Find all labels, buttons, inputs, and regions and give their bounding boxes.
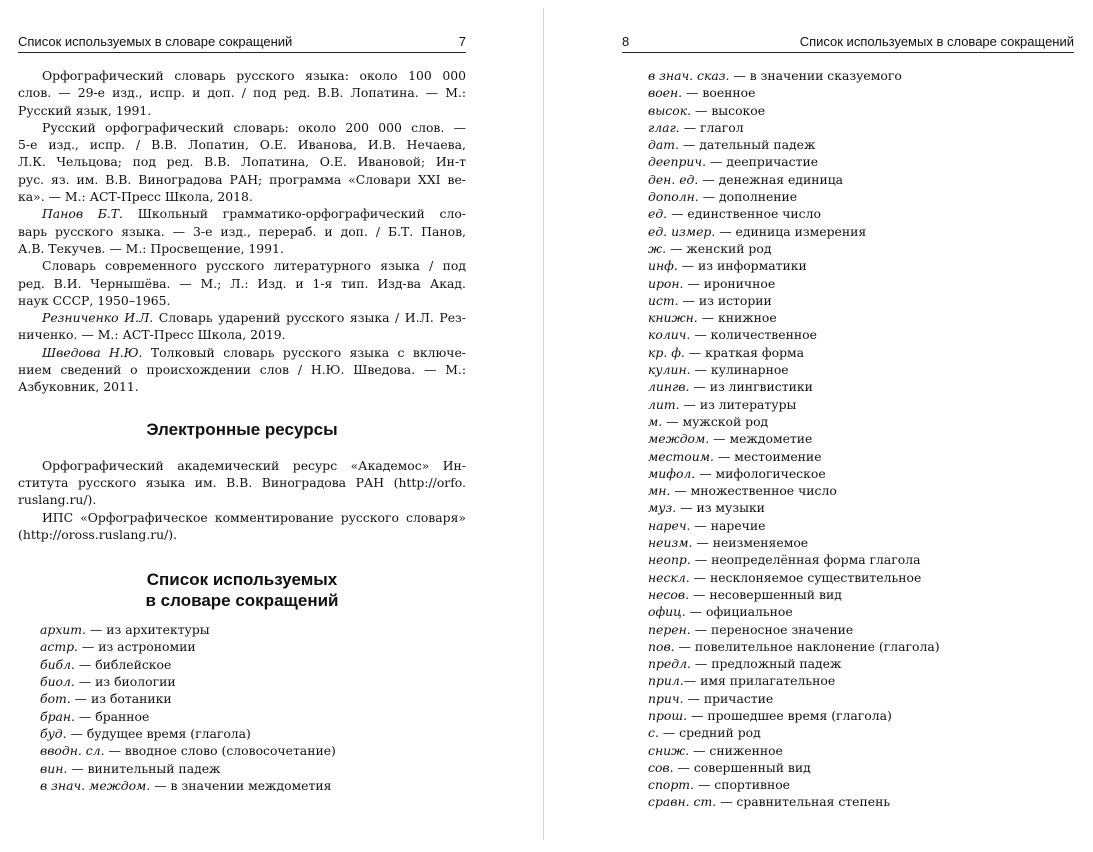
abbreviation: астр.: [40, 639, 78, 655]
abbreviation-item: [40, 760, 466, 777]
abbreviation: перен.: [648, 621, 691, 637]
text-line: ниченко. — М.: АСТ-Пресс Школа, 2019.: [18, 327, 286, 343]
abbreviation: колич.: [648, 327, 691, 343]
abbreviation: прич.: [648, 690, 684, 706]
abbreviation: воен.: [648, 85, 683, 101]
abbreviations-heading: [18, 569, 466, 611]
resources-list: [18, 457, 466, 543]
abbreviation-meaning: — из астрономии: [77, 639, 196, 655]
abbreviation: офиц.: [648, 604, 686, 620]
abbreviation: бран.: [40, 708, 75, 724]
abbreviation-meaning: — из музыки: [676, 500, 765, 516]
abbreviation: ист.: [648, 292, 679, 308]
text-line: (http://oross.ruslang.ru/).: [18, 526, 178, 542]
abbreviation-item: [40, 673, 466, 690]
text-line: А.В. Текучев. — М.: Просвещение, 1991.: [18, 240, 284, 256]
abbreviation-item: [40, 725, 466, 742]
abbreviation-meaning: — переносное значение: [690, 621, 854, 637]
abbreviation-list-right: [622, 67, 1074, 811]
abbreviation: мифол.: [648, 465, 696, 481]
abbreviation: библ.: [40, 656, 75, 672]
bibliography-entry: [18, 119, 466, 205]
abbreviation: прош.: [648, 707, 688, 723]
abbreviation-item: [648, 517, 1074, 534]
resource-entry: [18, 509, 466, 544]
running-title: Список используемых в словаре сокращений: [799, 34, 1074, 49]
text-line: [18, 309, 466, 326]
abbreviation: спорт.: [648, 777, 694, 793]
abbreviation-item: [648, 413, 1074, 430]
abbreviation: биол.: [40, 674, 75, 690]
text-line: Азбуковник, 2011.: [18, 379, 139, 395]
abbreviation-item: [648, 67, 1074, 84]
abbreviation: междом.: [648, 431, 710, 447]
abbreviation-item: [648, 188, 1074, 205]
abbreviation-meaning: — из лингвистики: [689, 379, 813, 395]
abbreviation: несов.: [648, 586, 690, 602]
abbreviation-item: [40, 621, 466, 638]
abbreviation-meaning: — дательный падеж: [678, 137, 816, 153]
resources-heading: Электронные ресурсы: [146, 419, 338, 439]
abbreviation-meaning: — из истории: [678, 292, 772, 308]
abbreviation-item: [648, 119, 1074, 136]
abbreviation-item: [648, 603, 1074, 620]
abbreviation-meaning: — вводное слово (словосочетание): [104, 743, 336, 759]
abbreviation: дееприч.: [648, 154, 707, 170]
abbreviation: сравн. ст.: [648, 794, 717, 810]
abbreviation-item: [648, 724, 1074, 741]
bibliography-entry: [18, 309, 466, 344]
abbreviation-item: [648, 396, 1074, 413]
abbreviation: сниж.: [648, 742, 690, 758]
text-line: варь русского языка. — 3-е изд., перераб. и доп. / Б.Т. Панов,: [18, 223, 466, 239]
abbreviation-meaning: — средний род: [658, 725, 761, 741]
bibliography-entry: [18, 67, 466, 119]
abbreviation: буд.: [40, 725, 67, 741]
abbreviation-meaning: — винительный падеж: [67, 760, 221, 776]
abbreviation-meaning: — в значении сказуемого: [729, 68, 902, 83]
abbreviation-item: [648, 534, 1074, 551]
abbreviation-meaning: — из биологии: [74, 674, 176, 690]
abbreviation: вводн. сл.: [40, 743, 105, 759]
text-line: 5-е изд., испр. / В.В. Лопатин, О.Е. Иванова, И.В. Нечаева,: [18, 137, 466, 153]
right-page: [622, 0, 1074, 852]
abbreviation-meaning: — несовершенный вид: [689, 586, 842, 602]
abbreviation-item: [648, 361, 1074, 378]
right-page-content: [622, 67, 1074, 811]
abbreviation-meaning: — несклоняемое существительное: [689, 569, 922, 585]
abbreviation-meaning: — имя прилагательное: [683, 673, 836, 689]
abbreviation-item: [648, 223, 1074, 240]
page-number: 7: [458, 34, 466, 49]
abbreviation-item: [648, 171, 1074, 188]
abbreviation-meaning: — предложный падеж: [690, 656, 842, 672]
text-line: Орфографический словарь русского языка: около 100 000: [42, 68, 466, 83]
abbreviation: в знач. междом.: [40, 777, 151, 793]
abbreviation-meaning: — из архитектуры: [85, 622, 210, 638]
abbreviation-item: [648, 499, 1074, 516]
entry-author: Панов Б.Т.: [42, 206, 123, 222]
abbreviation: неопр.: [648, 552, 691, 568]
abbreviation-meaning: — дополнение: [698, 189, 798, 205]
abbreviation-item: [648, 275, 1074, 292]
text-line: Л.К. Чельцова; под ред. В.В. Лопатина, О.Е. Ивановой; Ин-т: [18, 154, 466, 170]
abbreviation: архит.: [40, 622, 86, 638]
abbreviation-meaning: — совершенный вид: [673, 759, 811, 775]
abbreviation-meaning: — глагол: [679, 119, 744, 135]
abbreviation: неизм.: [648, 535, 693, 551]
abbreviation-item: [40, 742, 466, 759]
abbreviation-meaning: — в значении междометия: [150, 777, 332, 793]
text-line: нием сведений о происхождении слов / Н.Ю. Шведова. — М.:: [18, 362, 466, 378]
abbreviation-item: [648, 793, 1074, 810]
bibliography-entry: [18, 344, 466, 396]
abbreviation-item: [648, 672, 1074, 689]
text-line: Орфографический академический ресурс «Академос» Ин-: [42, 457, 466, 473]
text-line: ка». — М.: АСТ-Пресс Школа, 2018.: [18, 189, 253, 205]
abbreviation: нареч.: [648, 517, 691, 533]
abbreviation-meaning: — причастие: [683, 690, 774, 706]
abbreviation-item: [648, 655, 1074, 672]
abbreviation: муз.: [648, 500, 677, 516]
abbreviation-item: [648, 776, 1074, 793]
abbreviation-meaning: — мужской род: [662, 413, 769, 429]
abbreviation-item: [648, 569, 1074, 586]
abbreviation: с.: [648, 725, 659, 741]
abbreviation-item: [648, 292, 1074, 309]
abbreviation: дат.: [648, 137, 679, 153]
page-header: [622, 34, 1074, 53]
abbreviation: в знач. сказ.: [648, 68, 730, 83]
abbreviation-meaning: — наречие: [690, 517, 766, 533]
abbreviation-item: [648, 448, 1074, 465]
abbreviation: ед.: [648, 206, 668, 222]
page-gutter: [543, 8, 544, 840]
abbreviation: местоим.: [648, 448, 714, 464]
abbreviation: мн.: [648, 483, 671, 499]
abbreviation-item: [648, 638, 1074, 655]
abbreviation: нескл.: [648, 569, 690, 585]
abbreviation-item: [648, 257, 1074, 274]
abbreviation-item: [648, 482, 1074, 499]
abbreviation-meaning: — мифологическое: [695, 465, 826, 481]
page-number: 8: [622, 34, 630, 49]
abbreviation: высок.: [648, 102, 692, 118]
abbreviation: пов.: [648, 638, 675, 654]
abbreviations-heading-line2: в словаре сокращений: [145, 591, 339, 611]
abbreviation-item: [648, 153, 1074, 170]
abbreviation: лингв.: [648, 379, 690, 395]
abbreviation-meaning: — ироничное: [683, 275, 776, 291]
abbreviation-item: [648, 326, 1074, 343]
abbreviation-meaning: — неопределённая форма глагола: [690, 552, 921, 568]
abbreviation-meaning: — неизменяемое: [692, 535, 809, 551]
text-line: ститута русского языка им. В.В. Виноградова РАН (http://orfo.: [18, 474, 466, 490]
abbreviation: вин.: [40, 760, 68, 776]
abbreviation-item: [648, 707, 1074, 724]
text-line: ред. В.И. Чернышёва. — М.; Л.: Изд. и 1-я тип. Изд-ва Акад.: [18, 275, 466, 291]
abbreviation-item: [648, 240, 1074, 257]
text-line: ruslang.ru/).: [18, 492, 97, 508]
abbreviation-item: [648, 309, 1074, 326]
abbreviation-item: [648, 742, 1074, 759]
text-line: ИПС «Орфографическое комментирование русского словаря»: [42, 509, 466, 525]
abbreviation-meaning: — из информатики: [677, 258, 807, 274]
abbreviation-meaning: — сравнительная степень: [716, 794, 891, 810]
abbreviation: лит.: [648, 396, 680, 412]
abbreviation-meaning: — женский род: [666, 240, 772, 256]
abbreviation-item: [648, 551, 1074, 568]
abbreviation-meaning: — военное: [682, 85, 756, 101]
abbreviation: ж.: [648, 240, 667, 256]
abbreviation: ирон.: [648, 275, 684, 291]
abbreviation-meaning: — книжное: [697, 310, 777, 326]
text-line: слов. — 29-е изд., испр. и доп. / под ред. В.В. Лопатина. — М.:: [18, 85, 466, 101]
abbreviation: прил.: [648, 673, 684, 689]
abbreviation-meaning: — множественное число: [670, 483, 837, 499]
text-line: рус. яз. им. В.В. Виноградова РАН; программа «Словари XXI ве-: [18, 171, 466, 187]
abbreviation: бот.: [40, 691, 71, 707]
entry-text: Школьный грамматико-орфографический сло-: [123, 206, 466, 222]
abbreviation-meaning: — будущее время (глагола): [66, 725, 251, 741]
abbreviation-meaning: — краткая форма: [684, 344, 805, 360]
abbreviation: инф.: [648, 258, 678, 274]
abbreviation-item: [648, 136, 1074, 153]
text-line: [18, 344, 466, 361]
abbreviation-item: [40, 656, 466, 673]
abbreviation: кр. ф.: [648, 344, 685, 360]
abbreviation: глаг.: [648, 119, 680, 135]
abbreviation-meaning: — междометие: [709, 431, 813, 447]
abbreviation-item: [40, 708, 466, 725]
abbreviation-meaning: — повелительное наклонение (глагола): [674, 638, 940, 654]
abbreviation-item: [40, 777, 466, 794]
abbreviation: книжн.: [648, 310, 698, 326]
abbreviation-meaning: — высокое: [691, 102, 766, 118]
entry-author: Резниченко И.Л.: [42, 310, 154, 326]
abbreviation-meaning: — бранное: [74, 708, 150, 724]
abbreviation-item: [648, 621, 1074, 638]
abbreviation-meaning: — из ботаники: [70, 691, 172, 707]
abbreviation-item: [648, 378, 1074, 395]
entry-text: Толковый словарь русского языка с включе-: [142, 344, 466, 360]
abbreviation: м.: [648, 413, 663, 429]
abbreviation-meaning: — количественное: [690, 327, 817, 343]
abbreviation-item: [648, 586, 1074, 603]
abbreviation-meaning: — библейское: [74, 656, 172, 672]
left-page: [18, 0, 466, 852]
bibliography: [18, 67, 466, 396]
abbreviation-meaning: — официальное: [685, 604, 793, 620]
text-line: Русский орфографический словарь: около 200 000 слов. —: [42, 119, 466, 135]
page-header: [18, 34, 466, 53]
text-line: [18, 205, 466, 222]
abbreviation-item: [648, 430, 1074, 447]
abbreviation-meaning: — прошедшее время (глагола): [687, 707, 892, 723]
bibliography-entry: [18, 205, 466, 257]
abbreviation-item: [40, 690, 466, 707]
abbreviation: сов.: [648, 759, 674, 775]
abbreviation-item: [648, 344, 1074, 361]
abbreviation-meaning: — местоимение: [713, 448, 822, 464]
text-line: Русский язык, 1991.: [18, 102, 152, 118]
abbreviation-list-left: [18, 621, 466, 794]
running-title: Список используемых в словаре сокращений: [18, 34, 293, 49]
abbreviation-meaning: — денежная единица: [698, 171, 844, 187]
abbreviation-item: [648, 205, 1074, 222]
abbreviation-meaning: — единица измерения: [715, 223, 867, 239]
abbreviations-heading-line1: Список используемых: [146, 570, 338, 590]
abbreviation-item: [40, 638, 466, 655]
abbreviation-item: [648, 759, 1074, 776]
abbreviation-meaning: — из литературы: [679, 396, 797, 412]
entry-text: Словарь ударений русского языка / И.Л. Рез-: [153, 310, 466, 326]
text-line: наук СССР, 1950–1965.: [18, 292, 171, 308]
abbreviation-meaning: — кулинарное: [690, 362, 789, 378]
resource-entry: [18, 457, 466, 509]
abbreviation-meaning: — сниженное: [689, 742, 783, 758]
abbreviation-meaning: — спортивное: [694, 777, 790, 793]
abbreviation: предл.: [648, 656, 691, 672]
text-line: Словарь современного русского литературного языка / под: [42, 258, 466, 274]
abbreviation: ден. ед.: [648, 171, 699, 187]
abbreviation: ед. измер.: [648, 223, 716, 239]
abbreviation-item: [648, 84, 1074, 101]
abbreviation: дополн.: [648, 189, 699, 205]
abbreviation-meaning: — деепричастие: [706, 154, 819, 170]
abbreviation-item: [648, 690, 1074, 707]
bibliography-entry: [18, 257, 466, 309]
entry-author: Шведова Н.Ю.: [42, 344, 143, 360]
left-page-content: [18, 67, 466, 794]
abbreviation-item: [648, 465, 1074, 482]
abbreviation: кулин.: [648, 362, 691, 378]
abbreviation-meaning: — единственное число: [667, 206, 821, 222]
abbreviation-item: [648, 102, 1074, 119]
